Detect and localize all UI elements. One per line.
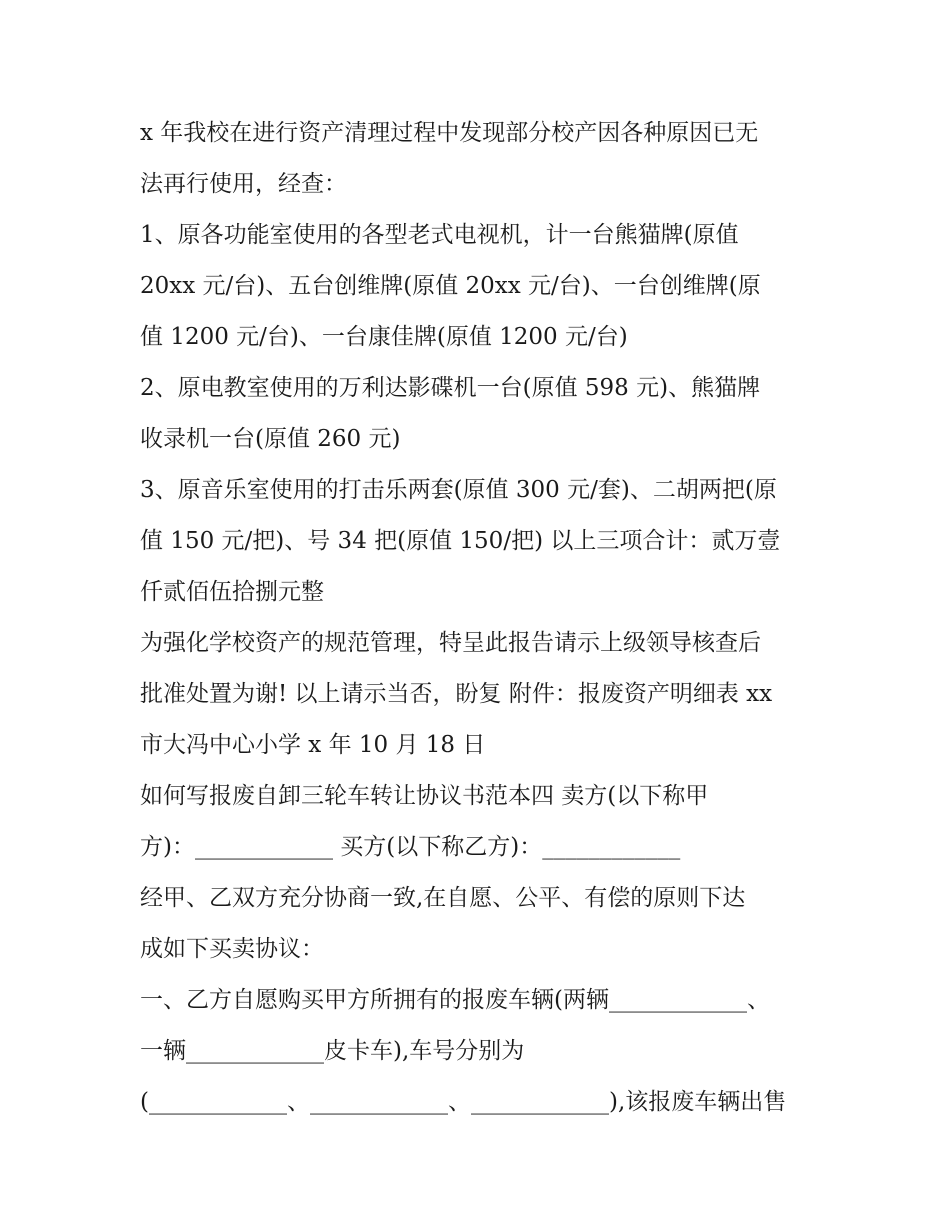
- document-body: [140, 108, 820, 1128]
- text-line: 为强化学校资产的规范管理，特呈此报告请示上级领导核查后: [140, 630, 761, 656]
- text-line: 2、原电教室使用的万利达影碟机一台(原值 598 元)、熊猫牌: [140, 375, 761, 401]
- text-line: 经甲、乙双方充分协商一致,在自愿、公平、有偿的原则下达: [140, 885, 746, 911]
- text-line: 一辆____________皮卡车),车号分别为: [140, 1038, 525, 1064]
- text-line: 批准处置为谢! 以上请示当否，盼复 附件：报废资产明细表 xx: [140, 681, 773, 707]
- text-line: 成如下买卖协议：: [140, 936, 324, 962]
- text-line: 如何写报废自卸三轮车转让协议书范本四 卖方(以下称甲: [140, 783, 709, 809]
- text-line: 20xx 元/台)、五台创维牌(原值 20xx 元/台)、一台创维牌(原: [140, 273, 761, 299]
- text-line: 1、原各功能室使用的各型老式电视机，计一台熊猫牌(原值: [140, 222, 739, 248]
- text-line: 市大冯中心小学 x 年 10 月 18 日: [140, 732, 486, 758]
- text-line: 一、乙方自愿购买甲方所拥有的报废车辆(两辆____________、: [140, 987, 770, 1013]
- text-line: x 年我校在进行资产清理过程中发现部分校产因各种原因已无: [140, 120, 759, 146]
- text-line: 值 1200 元/台)、一台康佳牌(原值 1200 元/台): [140, 324, 628, 350]
- text-line: 方)：____________ 买方(以下称乙方)：____________: [140, 834, 681, 860]
- text-line: 仟贰佰伍拾捌元整: [140, 579, 324, 605]
- text-line: 值 150 元/把)、号 34 把(原值 150/把) 以上三项合计：贰万壹: [140, 528, 781, 554]
- text-line: (____________、____________、____________),该报废车辆出售: [140, 1089, 787, 1115]
- text-line: 法再行使用，经查：: [140, 171, 347, 197]
- text-line: 收录机一台(原值 260 元): [140, 426, 401, 452]
- text-line: 3、原音乐室使用的打击乐两套(原值 300 元/套)、二胡两把(原: [140, 477, 777, 503]
